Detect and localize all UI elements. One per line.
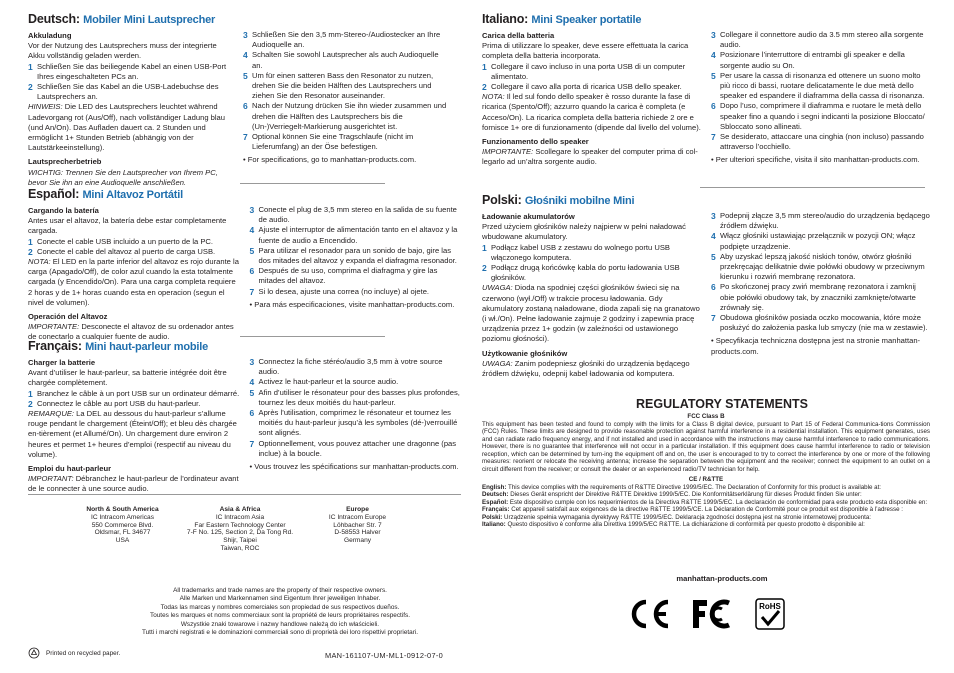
charge-heading: Charger la batterie [28,358,96,367]
operation-heading: Użytkowanie głośników [482,348,568,358]
regulatory-title: REGULATORY STATEMENTS [636,397,808,411]
step-2: 2 Conecte el cable del altavoz al puerto de carga USB. [28,246,216,257]
charge-intro: Prima di utilizzare lo speaker, deve essere effettuata la carica completa della batteria incorporata. [482,41,689,61]
fcc-text: This equipment has been tested and found to comply with the limits for a Class B digital device, pursuant to Part 15 of Federal Communica-tions Commission (FCC) Rules. These limits are designed to provide reasonable protection against harmful interference in a residential installation. This equipment generates, uses and can radiate radio frequency energy, and if not installed and used in accordance with the instructions may cause harmful interference to radio communications. However, there is no guarantee that interference will not occur in a particular installation. If this equipment does cause harmful interference to radio or television reception, which can be determined by turn-ing the equipment off and on, the user is encouraged to try to correct the interference by one or more of the following measures: reorient or relocate the receiving antenna; increase the separation between the equipment and the receiver; connect the equipment to an outlet on a circuit different from the receiver; or consult the dealer or an experienced radio/TV technician for help. [482,420,930,473]
section-heading [28,12,448,27]
charge-intro: Vor der Nutzung des Lautsprechers muss der integrierte Akku vollständig geladen werden. [28,41,217,61]
step-2: 2 Schließen Sie das Kabel an die USB-Ladebuchse des Lautsprechers an. [28,82,219,102]
step-6: 6 Después de su uso, comprima el diafragma y gire las mitades del altavoz. [249,266,438,286]
step-6: 6 Après l’utilisation, comprimez le résonateur et tournez les moitiés du haut-parleur jusqu’à les symboles (dé-)verrouillé sont alignés. [249,408,458,438]
address-line: Far Eastern Technology Center [194,521,286,529]
address-europe [295,506,420,545]
divider [240,183,385,184]
step-1: 1 Podłącz kabel USB z zestawu do wolnego portu USB włączonego komputera. [482,242,670,262]
svg-text:RoHS: RoHS [759,602,781,611]
operation-heading: Lautsprecherbetrieb [28,157,102,167]
step-3: 3 Schließen Sie den 3,5 mm-Stereo-/Audiostecker an Ihre Audioquelle an. [243,30,441,50]
important: IMPORTANTE: Scollegare lo speaker del computer prima di col-legarlo ad un’altra sorgente audio. [482,147,698,167]
section-heading [482,193,930,208]
charge-heading: Ładowanie akumulatorów [482,212,575,221]
step-2: 2 Collegare il cavo alla porta di ricarica USB dello speaker. [482,82,682,93]
note: HINWEIS: Die LED des Lautsprechers leuchtet während Ladevorgang rot (Aus/Off), nach vollständiger Ladung blau (und An/On). Das Aufladen dauert ca. 2 Stunden und ermöglicht 1+ Stunden Betrieb (abhängig von der Lautstärkeeinstellung). [28,102,226,153]
spec-link: • Para más especificaciones, visite manhattan-products.com. [250,300,462,310]
address-line: D-58553 Halver [334,529,381,537]
trademark-line: Alle Marken und Markennamen sind Eigentum Ihrer jeweiligen Inhaber. [179,595,381,603]
step-6: 6 Dopo l’uso, comprimere il diaframma e ruotare le metà dello speaker fino a quando i segni indicanti la posizione Bloccato/ Sbloccato sono allineati. [711,101,925,131]
language-label: Français: [28,339,82,353]
section-polski [482,193,930,379]
note: NOTA: El LED en la parte inferior del altavoz es rojo durante la carga (Apagado/Off), de color azul cuando la esta totalmente cargada (y Encendido/On). Para una carga completa requiere 2 horas y de 1+ horas cuando esta en operacion (segun el nivel de volumen). [28,257,239,307]
ce-deutsch: Deutsch: Dieses Gerät enspricht der Direktive R&TTE Direktive 1999/5/EC. Die Konformitätserklärung für dieses Produkt finden Sie unter: [482,491,862,498]
section-deutsch [28,12,448,188]
spec-link: • For specifications, go to manhattan-products.com. [243,155,448,165]
section-title: Głośniki mobilne Mini [524,195,635,207]
step-3: 3 Podepnij złącze 3,5 mm stereo/audio do urządzenia będącego źródłem dźwięku. [711,211,930,231]
step-6: 6 Nach der Nutzung drücken Sie ihn wieder zusammen und drehen die Hälften des Lautsprechers bis die (Un-)Verriegelt-Markierung ausgerichtet ist. [243,101,447,131]
address-line: IC Intracom Asia [215,513,265,521]
section-heading [482,12,930,27]
note: UWAGA: Dioda na spodniej części głośników świeci się na czerwono (wył./Off) w trakcie procesu ładowania. Gdy akumulatory zostaną naładowane, dioda zapali się na granatowo (i wł./On). Pełne ładowanie zajmuje 2 godziny i zapewnia pracę urządzenia przez 1+ godzin (w zależności od ustawionego poziomu głośności). [482,283,700,344]
charge-heading: Cargando la batería [28,206,99,215]
address-line: USA [115,537,130,545]
section-heading [28,339,461,354]
charge-heading: Akkuladung [28,31,72,40]
spec-link: • Per ulteriori specifiche, visita il sito manhattan-products.com. [711,155,930,165]
address-line: Shijr, Taipei [223,537,257,545]
certification-marks [627,597,785,631]
section-title: Mini haut-parleur mobile [85,341,208,353]
website: manhattan-products.com [676,574,768,583]
charge-heading: Carica della batteria [482,31,555,40]
section-title: Mobiler Mini Lautsprecher [83,14,216,26]
divider [28,494,461,495]
language-label: Polski: [482,193,522,207]
section-title: Mini Altavoz Portátil [82,189,183,201]
step-2: 2 Connectez le câble au port USB du haut-parleur. [28,398,201,409]
fcc-title: FCC Class B [687,413,725,420]
section-espanol [28,187,461,343]
step-4: 4 Włącz głośniki ustawiając przełącznik w pozycji ON; włącz podpięte urządzenie. [711,231,916,251]
step-7: 7 Optionnellement, vous pouvez attacher une dragonne (pas inclue) à la boucle. [249,438,457,458]
document-code: MAN-161107-UM-ML1-0912-07-0 [325,651,444,660]
section-francais [28,339,461,495]
recycled-text: Printed on recycled paper. [46,649,121,657]
step-7: 7 Obudowa głośników posiada oczko mocowania, które może posłużyć do założenia paska lub smyczy (nie ma w zestawie). [711,313,928,333]
trademark-line: Wszystkie znaki towarowe i nazwy handlowe należą do ich właścicieli. [180,620,380,628]
section-heading [28,187,461,202]
operation-heading: Funzionamento dello speaker [482,137,589,147]
step-6: 6 Po skończonej pracy zwiń membranę rezonatora i zamknij obie połówki obudowy tak, by znaczniki zamknięte/otwarte zrównały się. [711,282,916,312]
trademark-line: All trademarks and trade names are the property of their respective owners. [173,587,387,594]
step-5: 5 Para utilizar el resonador para un sonido de bajo, gire las dos mitades del altavoz y expanda el diafragma resonador. [249,245,457,266]
step-1: 1 Conecte el cable USB incluido a un puerto de la PC. [28,236,214,247]
step-7: 7 Se desiderato, attaccare una cinghia (non incluso) passando attraverso l’occhiello. [711,132,924,152]
fcc-mark-icon [689,597,737,631]
address-line: Taiwan, ROC [220,544,260,552]
step-4: 4 Schalten Sie sowohl Lautsprecher als auch Audioquelle an. [243,50,439,70]
note: NOTA: Il led sul fondo dello speaker è rosso durante la fase di ricarica (Spento/Off); azzurro quando la carica è completa (e Acceso/On). La ricarica completa della batteria richiede 2 ore e fornisce 1+ ore di funzionamento (dipende dal livello del volume). [482,92,701,132]
important: IMPORTANTE: Desconecte el altavoz de su ordenador antes de conectarlo a cualquier fuente de audio. [28,322,234,342]
step-4: 4 Posizionare l’interruttore di entrambi gli speaker e della sorgente audio su On. [711,50,905,70]
step-7: 7 Si lo desea, ajuste una correa (no incluye) al ojete. [249,286,430,297]
step-2: 2 Podłącz drugą końcówkę kabla do portu ładowania USB głośników. [482,263,680,283]
address-asia [170,506,310,553]
charge-intro: Przed użyciem głośników należy najpierw w pełni naładować wbudowane akumulatory. [482,222,686,242]
divider [700,187,925,188]
step-3: 3 Connectez la fiche stéréo/audio 3,5 mm à votre source audio. [249,357,443,377]
rohs-mark-icon [755,598,785,630]
note: REMARQUE: La DEL au dessous du haut-parleur s’allume rouge pendant le chargement (Éteint/Off); et bleu dès chargée en-tièrement (et Allumé/On). Un chargement dure environ 2 heures et permet 1+ heures d’emploi (respectif au niveau du volume). [28,409,237,459]
address-title: Asia & Africa [219,506,261,513]
spec-link: • Vous trouvez les spécifications sur manhattan-products.com. [250,462,462,472]
ce-title: CE / R&TTE [688,476,724,483]
step-7: 7 Optional können Sie eine Tragschlaufe (nicht im Lieferumfang) an der Öse befestigen. [243,132,414,152]
important: IMPORTANT: Débranchez le haut-parleur de l’ordinateur avant de le connecter à une source audio. [28,474,239,494]
charge-intro: Antes usar el altavoz, la batería debe estar completamente cargada. [28,216,227,236]
important: UWAGA: Zanim podepniesz głośniki do urządzenia będącego źródłem dźwięku, odepnij kabel ładowania od komputera. [482,358,690,379]
step-4: 4 Ajuste el interruptor de alimentación tanto en el altavoz y la fuente de audio a Encendido. [249,225,458,245]
divider [240,336,385,337]
step-5: 5 Um für einen satteren Bass den Resonator zu nutzen, drehen Sie die beiden Hälften des Lautsprechers und ziehen Sie den Resonator auseinander. [243,70,434,101]
trademark-line: Tutti i marchi registrati e le dominazioni commerciali sono di proprietà dei loro rispettivi proprietari. [141,629,419,637]
step-4: 4 Activez le haut-parleur et la source audio. [249,377,399,388]
address-line: Germany [343,537,372,545]
step-3: 3 Conecte el plug de 3,5 mm stereo en la salida de su fuente de audio. [249,205,457,225]
operation-heading: Emploi du haut-parleur [28,464,112,474]
language-label: Español: [28,187,80,201]
step-5: 5 Per usare la cassa di risonanza ed ottenere un suono molto più ricco di bassi, ruotare delicatamente le due metà dello speaker ed espandere il diaframma della cassa di risonanza. [711,70,925,101]
ce-mark-icon [627,598,671,630]
ce-polski: Polski: Urządzenie spełnia wymagania dyrektywy R&TTE 1999/5/EC. Deklaracja zgodności dostępna jest na stronie internetowej producenta: [482,513,872,521]
trademark-line: Todas las marcas y nombres comerciales son propiedad de sus respectivos dueños. [160,603,400,611]
ce-italiano: Italiano: Questo dispositivo è conforme alla Direttiva 1999/5/EC R&TTE. La dichiarazione di conformità per questo prodotto è disponibile al: [482,521,865,528]
section-title: Mini Speaker portatile [531,14,642,26]
regulatory-statements [482,413,930,529]
step-5: 5 Aby uzyskać lepszą jakość niskich tonów, otwórz głośniki przekręcając delikatnie dwie połówki obudowy w przeciwnym kierunku i rozwiń membranę rezonatora. [711,251,925,282]
important: WICHTIG: Trennen Sie den Lautsprecher von Ihrem PC, bevor Sie ihn an eine Audioquelle anschließen. [28,167,218,187]
ce-english: English: This device complies with the requirements of R&TTE Directive 1999/5/EC. The Declaration of Conformity for this product is available at: [482,483,882,491]
language-label: Deutsch: [28,12,80,26]
address-line: 550 Commerce Blvd. [91,521,154,529]
spec-link: • Specyfikacja techniczna dostępna jest na stronie manhattan-products.com. [711,336,930,356]
trademarks [70,587,490,637]
operation-heading: Operación del Altavoz [28,312,108,322]
address-line: 7-F No. 125, Section 2, Da Tong Rd. [186,529,294,537]
address-title: Europe [346,506,369,513]
step-5: 5 Afin d’utiliser le résonateur pour des basses plus profondes, tournez les deux moitiés du haut-parleur. [249,387,460,407]
recycled-note [28,647,120,659]
ce-francais: Français: Cet appareil satisfait aux exigences de la directive R&TTE 1999/5/CE. La Déclaration de Conformité pour ce produit est disponible à l’adresse : [482,506,903,513]
address-line: Oldsmar, FL 34677 [94,529,151,537]
address-title: North & South America [86,506,159,513]
ce-espanol: Español: Este dispositivo cumple con los requerimientos de la Directiva R&TTE 1999/5/EC. La declaración de conformidad para este producto esta disponible en: [482,498,928,506]
address-line: IC Intracom Americas [90,513,155,521]
address-line: Löhbacher Str. 7 [333,521,382,529]
step-1: 1 Branchez le câble à un port USB sur un ordinateur démarré. [28,388,240,399]
step-1: 1 Schließen Sie das beiliegende Kabel an einen USB-Port Ihres eingeschalteten PCs an. [28,61,227,81]
recycle-icon [28,647,40,659]
trademark-line: Toutes les marques et noms commerciaux sont la propriété de leurs propriétaires respectifs. [150,612,410,620]
step-3: 3 Collegare il connettore audio da 3.5 mm stereo alla sorgente audio. [711,30,924,50]
address-line: IC Intracom Europe [328,513,387,521]
language-label: Italiano: [482,12,529,26]
section-italiano [482,12,930,168]
step-1: 1 Collegare il cavo incluso in una porta USB di un computer alimentato. [482,61,686,81]
charge-intro: Avant d’utiliser le haut-parleur, sa batterie intégrée doit être chargée complètement. [28,368,227,388]
